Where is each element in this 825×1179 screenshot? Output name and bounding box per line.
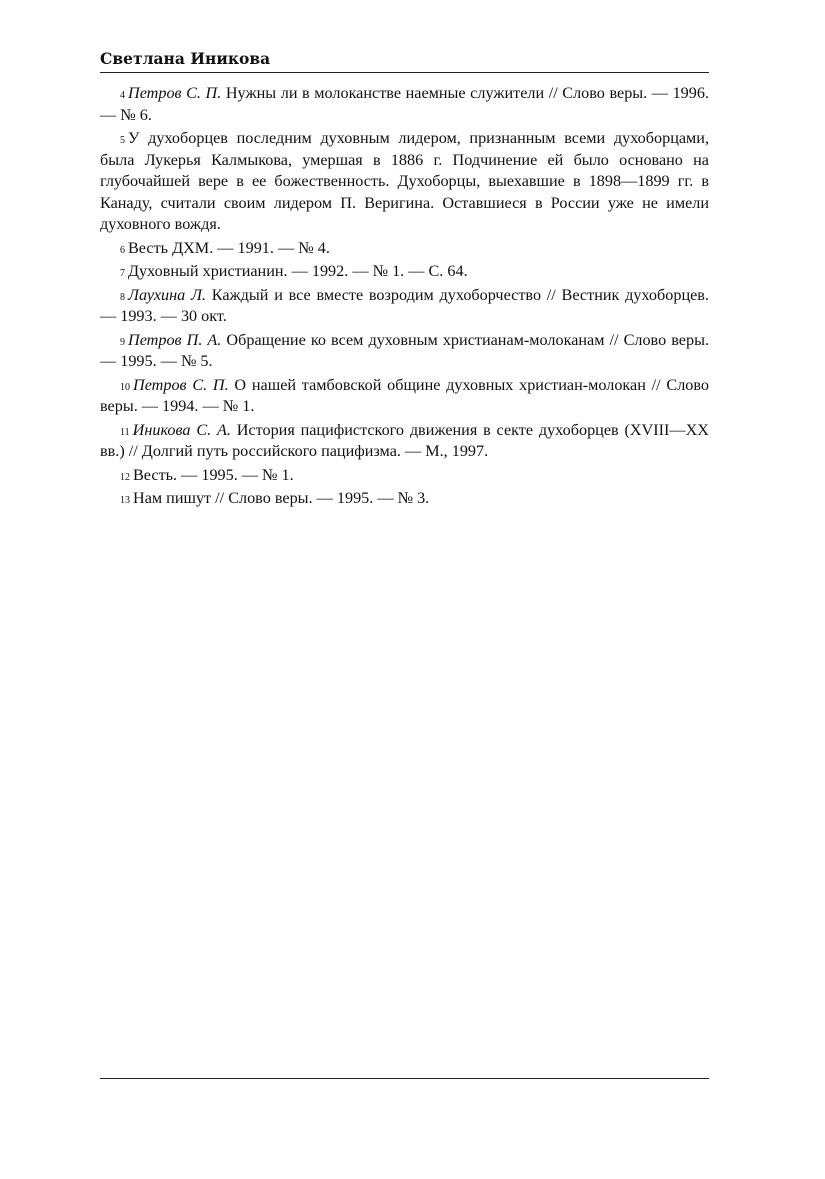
footnote-text: О нашей тамбовской общине духовных христиан-молокан // Слово веры. — 1994. — № 1. bbox=[100, 375, 709, 415]
footnote-author: Лаухина Л. bbox=[128, 285, 206, 304]
footnote-text: Весть ДХМ. — 1991. — № 4. bbox=[128, 238, 330, 257]
footnote-text: Обращение ко всем духовным христианам-молоканам // Слово веры. — 1995. — № 5. bbox=[100, 330, 709, 370]
footnote-4 bbox=[100, 83, 709, 126]
footnote-text: История пацифистского движения в секте духоборцев (XVIII—XX вв.) // Долгий путь российского пацифизма. — М., 1997. bbox=[100, 420, 709, 460]
footnote-text: Каждый и все вместе возродим духоборчество // Вестник духоборцев. — 1993. — 30 окт. bbox=[100, 285, 709, 325]
footnotes-list bbox=[100, 83, 709, 512]
footer-rule bbox=[100, 1078, 709, 1079]
footnote-13 bbox=[100, 488, 709, 510]
footnote-number: 8 bbox=[120, 291, 125, 303]
footnote-number: 12 bbox=[120, 471, 130, 483]
footnote-text: У духоборцев последним духовным лидером, признанным всеми духоборцами, была Лукерья Калмыкова, умершая в 1886 г. Подчинение ей было основано на глубочайшей вере в ее божественность. Духоборцы, выехавшие в 1898—1899 гг. в Канаду, считали своим лидером П. Веригина. Оставшиеся в России уже не имели духовного вождя. bbox=[100, 129, 709, 233]
footnote-6 bbox=[100, 238, 709, 260]
footnote-text: Нужны ли в молоканстве наемные служители // Слово веры. — 1996. — № 6. bbox=[100, 84, 709, 124]
footnote-5 bbox=[100, 128, 709, 236]
header-rule bbox=[100, 72, 709, 73]
footnote-number: 11 bbox=[120, 426, 130, 438]
footnote-9 bbox=[100, 330, 709, 373]
footnote-10 bbox=[100, 375, 709, 418]
footnote-number: 4 bbox=[120, 90, 125, 101]
footnote-number: 10 bbox=[120, 381, 130, 393]
footnote-author: Петров С. П. bbox=[133, 375, 229, 394]
footnote-number: 5 bbox=[120, 135, 125, 146]
footnote-author: Петров С. П. bbox=[128, 84, 222, 102]
footnote-number: 7 bbox=[120, 268, 125, 279]
footnote-11 bbox=[100, 420, 709, 463]
footnote-text: Духовный христианин. — 1992. — № 1. — С. 64. bbox=[128, 262, 468, 280]
footnote-author: Иникова С. А. bbox=[132, 420, 231, 439]
footnote-author: Петров П. А. bbox=[128, 330, 222, 349]
running-header-author: Светлана Иникова bbox=[100, 49, 271, 68]
footnote-number: 6 bbox=[120, 244, 125, 256]
footnote-text: Весть. — 1995. — № 1. bbox=[133, 465, 294, 484]
footnote-7 bbox=[100, 261, 709, 283]
footnote-text: Нам пишут // Слово веры. — 1995. — № 3. bbox=[133, 489, 430, 507]
footnote-12 bbox=[100, 465, 709, 487]
footnote-number: 9 bbox=[120, 336, 125, 348]
footnote-8 bbox=[100, 285, 709, 328]
footnote-number: 13 bbox=[120, 495, 130, 506]
